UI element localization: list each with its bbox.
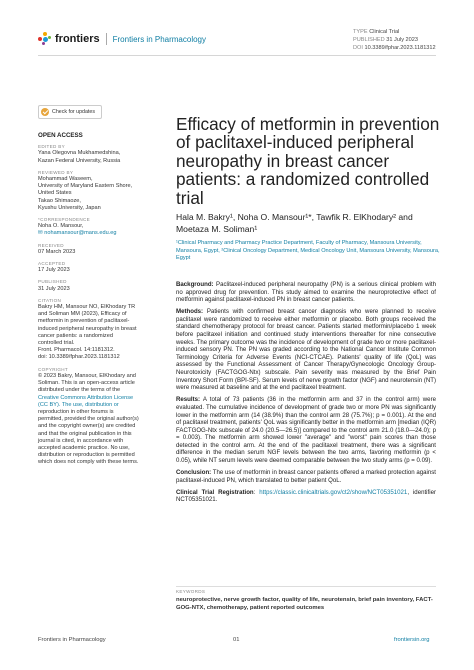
sidebar-section-line: United States [38,190,72,197]
abstract-background: Background: Paclitaxel-induced peripheral neuropathy (PN) is a serious clinical problem with no approved drug for prevention. This study aimed to examine the neuroprotective effect of metformin against paclitaxel-induced PN in breast cancer patients. [176,281,436,304]
sidebar-section-line: metformin in prevention of paclitaxel- [38,318,130,325]
sidebar-section-line: Kazan Federal University, Russia [38,157,121,164]
sidebar-section-line: controlled trial. [38,340,75,347]
sidebar-section-line: Noha O. Mansour, [38,223,84,230]
check-icon [41,108,49,116]
article-meta [353,28,436,52]
sidebar-section-line: Kyushu University, Japan [38,204,101,211]
meta-doi[interactable]: DOI 10.3389/fphar.2023.1181312 [353,45,436,51]
article-title: Efficacy of metformin in prevention of paclitaxel-induced peripheral neuropathy in breast cancer patients: a randomized controlled trial [176,113,440,208]
footer-journal: Frontiers in Pharmacology [38,637,106,643]
sidebar-section-line: which does not comply with these terms. [38,459,139,466]
keywords: neuroprotective, nerve growth factor, quality of life, neurotensin, brief pain inventory, FACT-GOG-NTX, chemotherapy, patient reported outcomes [176,597,433,611]
sidebar-sections [38,143,158,466]
sidebar-section-line: Front. Pharmacol. 14:1181312. [38,347,115,354]
sidebar-section-line[interactable]: Creative Commons Attribution License [38,394,134,401]
sidebar-section-line: Yana Olegovna Mukhamedshina, [38,150,121,157]
open-access-label: OPEN ACCESS [38,132,83,139]
sidebar-section-line: 31 July 2023 [38,285,70,292]
sidebar-section-label: PUBLISHED [38,279,67,285]
check-for-updates-button[interactable] [38,105,102,119]
sidebar-section-line: Bakry HM, Mansour NO, ElKhodary TR [38,304,136,311]
sidebar-section-line: journal is cited, in accordance with [38,437,124,444]
sidebar [38,132,158,467]
abstract-conclusion: Conclusion: The use of metformin in breast cancer patients offered a marked protection against paclitaxel-induced PN, which translated to better patient QoL. [176,469,436,484]
abstract-results: Results: A total of 73 patients (36 in the metformin arm and 37 in the control arm) were evaluated. The cumulative incidence of development of grade two or more PN was significantly lower in the metformin arm (14 (38.9%) than the control arm 28 (75.7%); p = 0.001). At the end of paclitaxel treatment, patients' QoL was significantly better in the metformin arm [median (IQR) FACTGOG-Ntx subscale of 24.0 (20.5—26.5)] compared to the control arm 21.0 (18.0—24.0); p = 0.003). The metformin arm showed lower "average" and "worst" pain scores than those detected in the control arm. At the end of the paclitaxel treatment, there was a significant difference in the median serum NGF levels between the two arms, favoring metformin (p < 0.05), while NT serum levels were deemed comparable between the two study arms (p = 0.09). [176,396,436,465]
sidebar-section-line[interactable]: (CC BY). The use, distribution or [38,401,119,408]
journal-name[interactable]: Frontiers in Pharmacology [112,34,206,44]
frontiers-logo-icon [38,32,52,46]
page-number: 01 [233,637,240,643]
meta-type: TYPE Clinical Trial [353,29,400,35]
registration-link[interactable]: https://classic.clinicaltrials.gov/ct2/show/NCT05351021 [259,488,408,496]
sidebar-section-line: induced peripheral neuropathy in breast [38,325,137,332]
affiliations: ¹Clinical Pharmacy and Pharmacy Practice Department, Faculty of Pharmacy, Mansoura University, Mansoura, Egypt, ²Clinical Oncology Department, Medical Oncology Unit, Mansoura University, Mansoura, Egypt [176,240,440,262]
sidebar-section-label: REVIEWED BY [38,169,74,175]
sidebar-section-line: Soliman. This is an open-access article [38,380,135,387]
sidebar-section-line: 07 March 2023 [38,248,76,255]
abstract [176,281,436,509]
header-rule [38,55,436,56]
footer-site-link[interactable]: frontiersin.org [394,637,430,643]
trial-registration: Clinical Trial Registration: https://classic.clinicaltrials.gov/ct2/show/NCT05351021, identifier NCT05351021. [176,488,436,504]
sidebar-section-line: 17 July 2023 [38,267,70,274]
keywords-divider [176,586,436,587]
sidebar-section-line: permitted, provided the original author(s) [38,416,139,423]
sidebar-section-line: distribution or reproduction is permitted [38,452,135,459]
sidebar-section-line[interactable]: ✉ nohamansour@mans.edu.eg [38,230,117,237]
check-for-updates-label: Check for updates [52,109,95,115]
abstract-methods: Methods: Patients with confirmed breast cancer diagnosis who were planned to receive paclitaxel were randomized to receive either metformin or placebo. Both groups received the standard chemotherapy protocol for breast cancer. Patients started metformin/placebo 1 week before paclitaxel initiation and continued study interventions thereafter for nine consecutive weeks. The primary outcome was the incidence of development of grade two or more paclitaxel-induced sensory PN. The PN was graded according to the National Cancer Institute Common Terminology Criteria for Adverse Events (NCI-CTCAE). Patients' quality of life (QoL) was assessed by the Functional Assessment of Cancer Therapy/Gynecologic Oncology Group-Neurotoxicity (FACTGOG-Ntx) subscale. Pain severity was measured by the Brief Pain Inventory Short Form (BPI-SF). Serum levels of nerve growth factor (NGF) and neurotensin (NT) were measured at baseline and at the end paclitaxel treatment. [176,308,436,392]
sidebar-section-label: RECEIVED [38,242,64,248]
sidebar-section-line: University of Maryland Eastern Shore, [38,183,133,190]
sidebar-section-label: *CORRESPONDENCE [38,217,90,223]
keywords-label: KEYWORDS [176,589,206,594]
authors: Hala M. Bakry¹, Noha O. Mansour¹*, Tawfik R. ElKhodary² and Moetaza M. Soliman¹ [176,212,413,234]
sidebar-section-line: doi: 10.3389/fphar.2023.1181312 [38,354,120,361]
sidebar-section-line: reproduction in other forums is [38,408,114,415]
header-divider [106,33,107,45]
header [38,29,206,49]
sidebar-section-label: ACCEPTED [38,261,66,267]
sidebar-section-line: © 2023 Bakry, Mansour, ElKhodary and [38,372,136,379]
sidebar-section-line: and that the original publication in this [38,430,132,437]
sidebar-section-line: and Soliman MM (2023), Efficacy of [38,311,127,318]
logo-text: frontiers [55,33,100,45]
sidebar-section-label: COPYRIGHT [38,366,69,372]
sidebar-section-line: and the copyright owner(s) are credited [38,423,136,430]
sidebar-section-line: cancer patients: a randomized [38,332,113,339]
sidebar-section-line: accepted academic practice. No use, [38,444,130,451]
sidebar-section-line: Mohammad Waseem, [38,176,93,183]
frontiers-logo[interactable] [38,32,100,46]
meta-published: PUBLISHED 31 July 2023 [353,37,419,43]
sidebar-section-label: EDITED BY [38,144,65,150]
sidebar-section-line: Takao Shimaoze, [38,197,81,204]
sidebar-section-label: CITATION [38,297,62,303]
sidebar-section-line: distributed under the terms of the [38,387,121,394]
